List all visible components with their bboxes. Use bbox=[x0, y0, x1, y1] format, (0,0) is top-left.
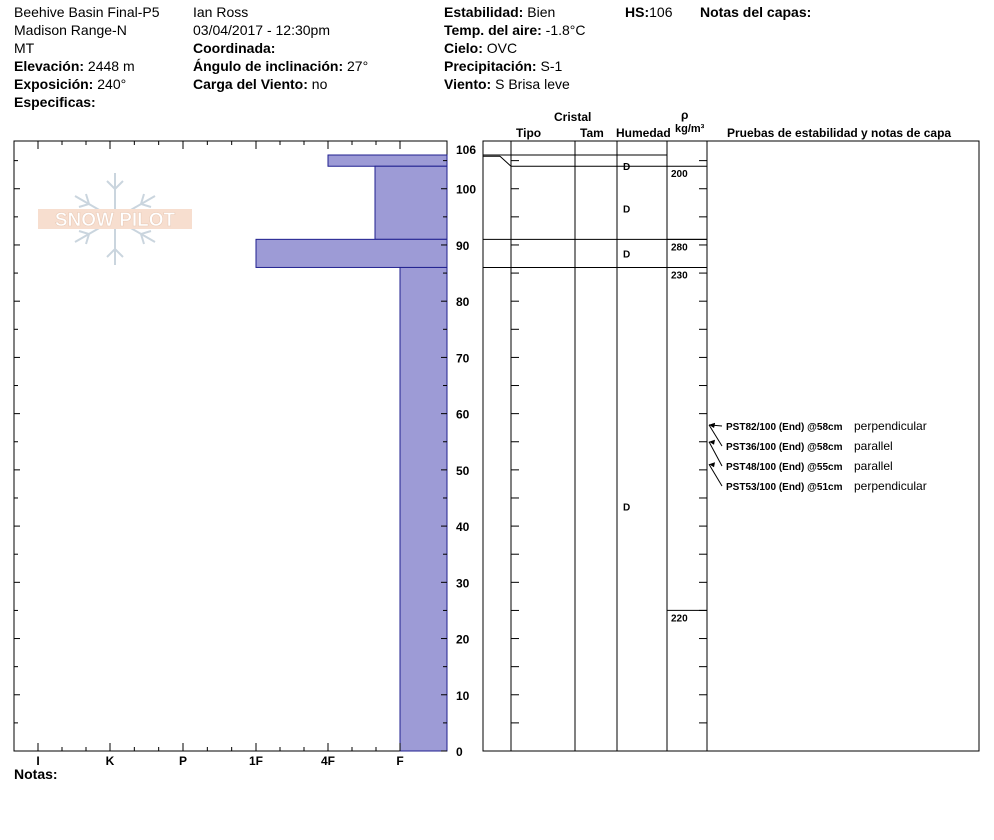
y-tick-label: 106 bbox=[456, 143, 477, 157]
stability-test-note: perpendicular bbox=[854, 479, 927, 493]
air-temp-value: -1.8°C bbox=[545, 22, 586, 38]
sky-value: OVC bbox=[486, 40, 518, 56]
hardness-bar bbox=[375, 166, 447, 239]
stability-label: Estabilidad: bbox=[444, 4, 524, 20]
slope-label: Ángulo de inclinación: bbox=[193, 58, 344, 74]
y-tick-label: 100 bbox=[456, 182, 477, 197]
x-tick-label: K bbox=[105, 754, 115, 768]
datetime: 03/04/2017 - 12:30pm bbox=[193, 22, 330, 38]
y-tick-label: 90 bbox=[456, 238, 470, 253]
size-header: Tam bbox=[580, 126, 604, 140]
notes-label: Notas: bbox=[14, 766, 58, 782]
stability-value: Bien bbox=[527, 4, 556, 20]
x-tick-label: P bbox=[178, 754, 188, 768]
aspect-label: Exposición: bbox=[14, 76, 94, 92]
observer: Ian Ross bbox=[193, 4, 249, 20]
y-tick-label: 10 bbox=[456, 688, 470, 703]
wind-load-label: Carga del Viento: bbox=[193, 76, 308, 92]
density-unit-header: kg/m³ bbox=[675, 123, 705, 135]
moisture-value: D bbox=[623, 204, 631, 216]
stability-test-code: PST36/100 (End) @58cm bbox=[726, 442, 843, 453]
sky-label: Cielo: bbox=[444, 40, 483, 56]
wind-value: S Brisa leve bbox=[495, 76, 570, 92]
y-tick-label: 60 bbox=[456, 407, 470, 422]
state: MT bbox=[14, 40, 35, 56]
hardness-bar bbox=[256, 239, 447, 267]
rho-header: ρ bbox=[681, 108, 689, 122]
y-tick-label: 50 bbox=[456, 463, 470, 478]
moisture-value: D bbox=[623, 249, 631, 261]
y-tick-label: 30 bbox=[456, 576, 470, 591]
density-value: 220 bbox=[671, 613, 688, 625]
hs-label: HS: bbox=[625, 4, 650, 20]
density-value: 280 bbox=[671, 242, 688, 254]
elevation-label: Elevación: bbox=[14, 58, 85, 74]
stability-test-code: PST48/100 (End) @55cm bbox=[726, 462, 843, 473]
layer-table bbox=[483, 141, 979, 751]
stability-test-code: PST82/100 (End) @58cm bbox=[726, 422, 843, 433]
aspect-value: 240° bbox=[97, 76, 127, 92]
air-temp-label: Temp. del aire: bbox=[444, 22, 542, 38]
y-tick-label: 70 bbox=[456, 351, 470, 366]
layer-notes-label: Notas del capas: bbox=[700, 4, 812, 20]
type-header: Tipo bbox=[516, 126, 542, 140]
location: Beehive Basin Final-P5 bbox=[14, 4, 160, 20]
stability-test-note: parallel bbox=[854, 459, 893, 473]
moisture-value: D bbox=[623, 502, 631, 514]
hardness-bar bbox=[328, 155, 447, 166]
y-tick-label: 20 bbox=[456, 632, 470, 647]
stability-test-note: perpendicular bbox=[854, 419, 927, 433]
stability-test-pointer bbox=[709, 464, 722, 486]
hs-value: 106 bbox=[649, 4, 673, 20]
logo-text: SNOW PILOT bbox=[54, 210, 176, 231]
moisture-value: D bbox=[623, 162, 631, 174]
range: Madison Range-N bbox=[14, 22, 127, 38]
snowpilot-logo bbox=[38, 173, 192, 265]
stability-test-note: parallel bbox=[854, 439, 893, 453]
stability-test bbox=[709, 419, 927, 433]
precip-value: S-1 bbox=[540, 58, 563, 74]
y-tick-label: 40 bbox=[456, 520, 470, 535]
precip-label: Precipitación: bbox=[444, 58, 537, 74]
density-value: 200 bbox=[671, 169, 688, 181]
wind-label: Viento: bbox=[444, 76, 492, 92]
slope-value: 27° bbox=[347, 58, 369, 74]
stability-test-pointer bbox=[709, 442, 722, 466]
stability-test-code: PST53/100 (End) @51cm bbox=[726, 482, 843, 493]
x-tick-label: I bbox=[36, 754, 40, 768]
y-tick-label: 0 bbox=[456, 745, 463, 759]
x-tick-label: 1F bbox=[248, 754, 264, 768]
x-tick-label: F bbox=[396, 754, 404, 768]
density-value: 230 bbox=[671, 270, 688, 282]
layer-boundary bbox=[500, 156, 667, 166]
tests-header: Pruebas de estabilidad y notas de capa bbox=[727, 126, 952, 140]
x-tick-label: 4F bbox=[320, 754, 336, 768]
moisture-header: Humedad bbox=[616, 126, 671, 140]
wind-load-value: no bbox=[311, 76, 328, 92]
hardness-bar bbox=[400, 267, 447, 751]
crystal-header: Cristal bbox=[554, 110, 592, 124]
y-tick-label: 80 bbox=[456, 295, 470, 310]
specifics-label: Especificas: bbox=[14, 94, 96, 110]
coord-label: Coordinada: bbox=[193, 40, 276, 56]
hardness-plot bbox=[14, 141, 476, 768]
elevation-value: 2448 m bbox=[87, 58, 135, 74]
